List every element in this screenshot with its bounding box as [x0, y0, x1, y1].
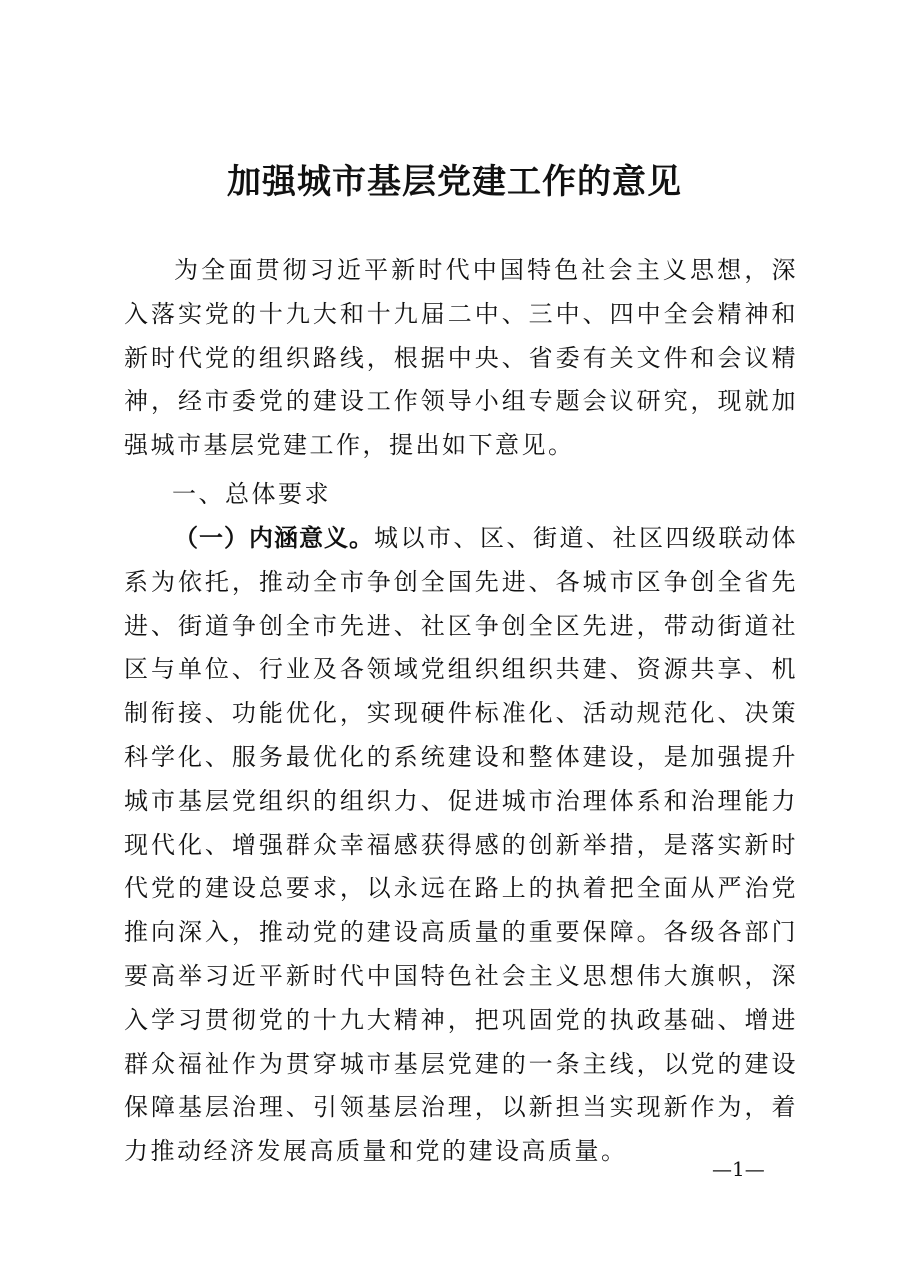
subsection-text: 城以市、区、街道、社区四级联动体系为依托，推动全市争创全国先进、各城市区争创全省先进、街道争创全市先进、社区争创全区先进，带动街道社区与单位、行业及各领域党组织组织共建、资源共享、机制衔接、功能优化，实现硬件标准化、活动规范化、决策科学化、服务最优化的系统建设和整体建设，是加强提升城市基层党组织的组织力、促进城市治理体系和治理能力现代化、增强群众幸福感获得感的创新举措，是落实新时代党的建设总要求，以永远在路上的执着把全面从严治党推向深入，推动党的建设高质量的重要保障。各级各部门要高举习近平新时代中国特色社会主义思想伟大旗帜，深入学习贯彻党的十九大精神，把巩固党的执政基础、增进群众福祉作为贯穿城市基层党建的一条主线，以党的建设保障基层治理、引领基层治理，以新担当实现新作为，着力推动经济发展高质量和党的建设高质量。 — [124, 524, 798, 1166]
intro-paragraph: 为全面贯彻习近平新时代中国特色社会主义思想，深入落实党的十九大和十九届二中、三中、四中全会精神和新时代党的组织路线，根据中央、省委有关文件和会议精神，经市委党的建设工作领导小组专题会议研究，现就加强城市基层党建工作，提出如下意见。 — [124, 256, 798, 460]
subsection-paragraph — [124, 516, 798, 1174]
section-heading: 一、总体要求 — [172, 480, 331, 508]
document-title: 加强城市基层党建工作的意见 — [227, 162, 682, 202]
subsection-label: （一）内涵意义。 — [174, 523, 374, 552]
page-number: —1— — [712, 1157, 765, 1181]
